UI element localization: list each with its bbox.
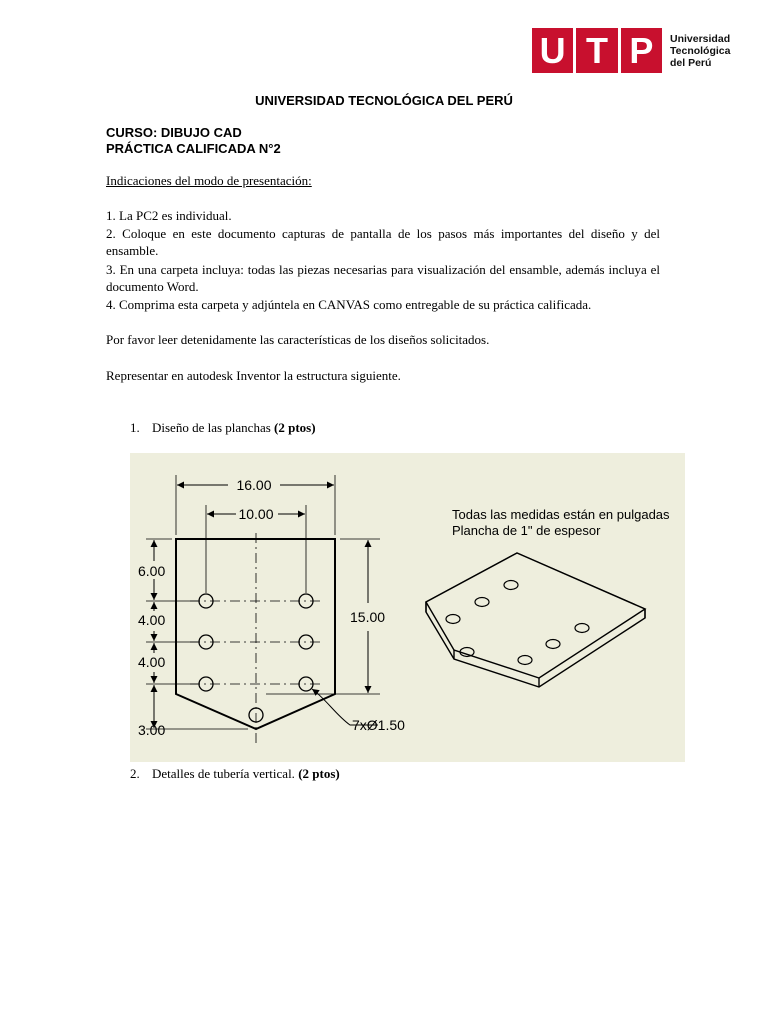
university-title: UNIVERSIDAD TECNOLÓGICA DEL PERÚ <box>255 93 513 108</box>
section-number: 2. <box>130 766 140 781</box>
dim-top: 6.00 <box>138 563 166 579</box>
dim-height: 15.00 <box>350 609 386 625</box>
plate-drawing <box>130 453 685 762</box>
section-item-1 <box>130 420 316 436</box>
logo-letter-u: U <box>532 28 573 73</box>
instruction-item-3: 3. En una carpeta incluya: todas las piezas necesarias para visualización del ensamble, además incluya el documento Word. <box>106 262 660 294</box>
logo-university-name <box>670 33 730 69</box>
instruction-item-2: 2. Coloque en este documento capturas de pantalla de los pasos más importantes del diseño y del ensamble. <box>106 226 660 258</box>
utp-logo <box>532 28 662 73</box>
section-points: (2 ptos) <box>274 420 316 435</box>
logo-letter-p: P <box>621 28 662 73</box>
logo-name-line: del Perú <box>670 57 712 69</box>
logo-name-line: Universidad <box>670 33 731 45</box>
logo-letter-t: T <box>576 28 617 73</box>
instructions-title: Indicaciones del modo de presentación: <box>106 173 312 188</box>
section-label: Detalles de tubería vertical. <box>152 766 299 781</box>
dim-hole-spacing: 10.00 <box>238 506 274 522</box>
instruction-item-4: 4. Comprima esta carpeta y adjúntela en CANVAS como entregable de su práctica calificada. <box>106 297 592 312</box>
dim-row1: 4.00 <box>138 612 166 628</box>
drawing-note-units: Todas las medidas están en pulgadas <box>452 507 670 522</box>
plate-outline <box>176 539 335 729</box>
isometric-plate <box>426 553 645 687</box>
dim-row2: 4.00 <box>138 654 166 670</box>
dim-bottom: 3.00 <box>138 722 166 738</box>
course-block <box>106 125 281 157</box>
drawing-note-thickness: Plancha de 1" de espesor <box>452 523 601 538</box>
section-number: 1. <box>130 420 140 435</box>
section-label: Diseño de las planchas <box>152 420 275 435</box>
represent-text: Representar en autodesk Inventor la estructura siguiente. <box>106 368 401 383</box>
hole-callout: 7xØ1.50 <box>352 717 405 733</box>
section-points: (2 ptos) <box>298 766 340 781</box>
plate-drawing-figure <box>130 453 685 762</box>
centerlines <box>190 533 322 743</box>
section-item-2 <box>130 766 340 782</box>
instruction-item-1: 1. La PC2 es individual. <box>106 208 232 223</box>
read-note: Por favor leer detenidamente las características de los diseños solicitados. <box>106 332 490 347</box>
course-name: CURSO: DIBUJO CAD <box>106 125 242 140</box>
logo-name-line: Tecnológica <box>670 45 731 57</box>
dim-width-total: 16.00 <box>236 477 272 493</box>
practice-title: PRÁCTICA CALIFICADA N°2 <box>106 141 281 156</box>
